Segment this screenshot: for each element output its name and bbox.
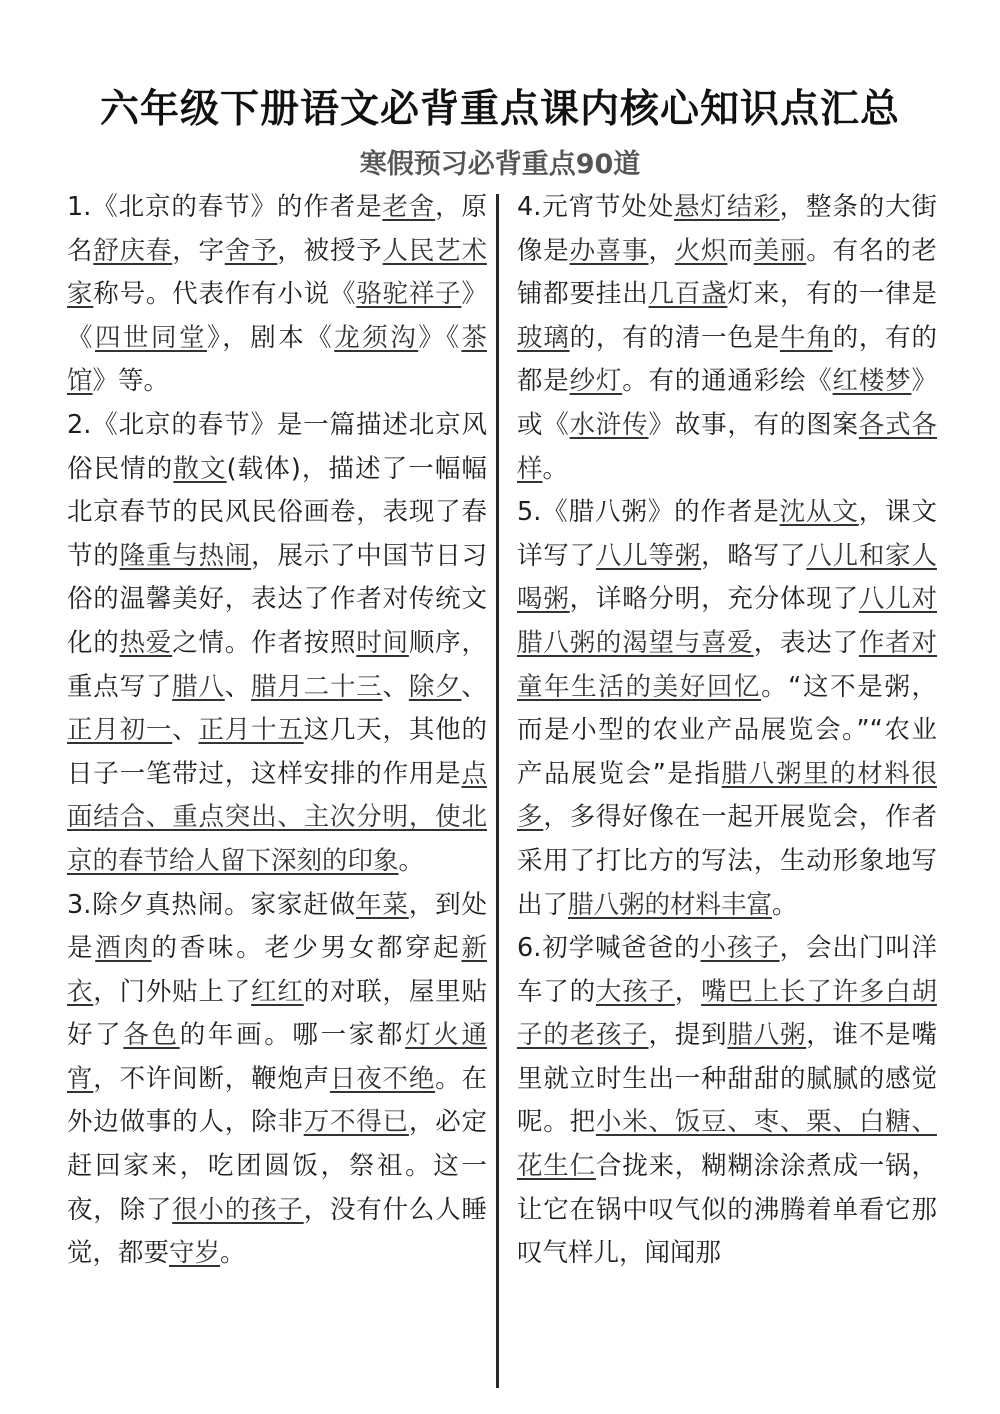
text-segment: 的年画。哪一家都 <box>179 1020 406 1051</box>
text-segment: ，字 <box>172 235 225 266</box>
key-term: 酒肉 <box>95 933 152 964</box>
knowledge-point-4 <box>517 186 937 491</box>
key-term: 各式各样 <box>517 409 937 484</box>
text-segment: ，谁不是嘴里就立时生出一种甜甜的腻腻的感觉呢。把 <box>517 1020 937 1138</box>
text-segment: 、 <box>224 671 252 702</box>
text-segment: ，到处是 <box>67 889 487 964</box>
key-term: 时间 <box>356 627 409 658</box>
text-segment: 的对联，屋里贴好了 <box>67 976 487 1051</box>
key-term: 火炽 <box>674 235 728 266</box>
text-segment: 顺序，重点写了 <box>67 627 487 702</box>
key-term: 小孩子 <box>700 933 780 964</box>
text-segment: ，原名 <box>67 192 487 266</box>
text-segment: 、 <box>172 715 199 746</box>
text-segment: 。有的通通彩绘《 <box>622 366 833 397</box>
text-segment: 合拢来，糊糊涂涂煮成一锅，让它在锅中叹气似的沸腾着单看它那叹气样儿，闻闻那 <box>517 1151 937 1269</box>
text-segment: ，详略分明，充分体现了 <box>569 584 859 615</box>
key-term: 除夕 <box>408 671 462 702</box>
key-term: 热爱 <box>119 627 173 658</box>
key-term: 舍予 <box>224 235 278 266</box>
text-segment: 。 <box>398 845 425 876</box>
text-segment: ，课文详写了 <box>517 497 937 571</box>
text-segment: ，整条的大街像是 <box>517 192 937 266</box>
text-segment: 、 <box>382 671 409 702</box>
text-segment: 。“这不是粥，而是小型的农业产品展览会。”“农业产品展览会”是指 <box>517 671 937 789</box>
key-term: 八儿等粥 <box>595 540 702 571</box>
key-term: 舒庆春 <box>93 235 173 266</box>
knowledge-point-1 <box>67 186 487 404</box>
page-title: 六年级下册语文必背重点课内核心知识点汇总 <box>99 87 900 132</box>
key-term: 各色 <box>123 1020 180 1051</box>
text-segment: 之情。作者按照 <box>172 627 357 658</box>
key-term: 腊月二十三 <box>251 671 383 702</box>
key-term: 隆重与热闹 <box>119 540 252 571</box>
text-segment: 而 <box>727 235 754 266</box>
page-subtitle: 寒假预习必背重点90道 <box>359 149 641 180</box>
key-term: 小米、饭豆、枣、栗、白糖、花生仁 <box>517 1107 937 1182</box>
text-segment: 3.除夕真热闹。家家赶做 <box>67 889 356 920</box>
text-segment: ，没有什么人睡觉，都要 <box>67 1194 487 1269</box>
knowledge-point-5 <box>517 491 937 927</box>
text-segment: 》《 <box>418 322 462 353</box>
text-segment: 》《 <box>67 279 487 353</box>
text-segment: ，略写了 <box>701 540 807 571</box>
right-column <box>517 186 937 1276</box>
key-term: 散文 <box>173 453 227 484</box>
text-segment: 5.《腊八粥》的作者是 <box>517 497 780 528</box>
column-divider <box>496 194 499 1388</box>
text-segment: 灯来，有的一律是 <box>727 279 937 310</box>
key-term: 美丽 <box>753 235 807 266</box>
text-segment: ， <box>674 976 702 1007</box>
text-segment: ，表达了 <box>753 627 859 658</box>
key-term: 万不得已 <box>303 1107 409 1138</box>
text-segment: 。在外边做事的人，除非 <box>67 1063 487 1138</box>
key-term: 正月十五 <box>198 715 304 746</box>
key-term: 守岁 <box>169 1238 221 1269</box>
key-term: 年菜 <box>355 889 409 920</box>
text-segment: 》等。 <box>92 366 170 397</box>
key-term: 几百盏 <box>648 279 728 310</box>
key-term: 正月初一 <box>67 715 173 746</box>
text-segment: ，不许间断，鞭炮声 <box>93 1063 330 1094</box>
key-term: 红红 <box>251 976 304 1007</box>
text-segment: 的香味。老少男女都穿起 <box>151 933 462 964</box>
text-segment: ，提到 <box>648 1020 728 1051</box>
left-column <box>67 186 487 1276</box>
key-term: 灯火通宵 <box>67 1020 487 1094</box>
text-segment: 2.《北京的春节》是一篇描述北京风俗民情的 <box>67 409 487 484</box>
knowledge-point-6 <box>517 927 937 1276</box>
key-term: 很小的孩子 <box>172 1194 304 1225</box>
text-segment: 6.初学喊爸爸的 <box>517 933 701 964</box>
text-segment: 。 <box>542 453 569 484</box>
key-term: 新衣 <box>67 933 487 1007</box>
key-term: 龙须沟 <box>334 322 419 353</box>
text-segment: 的，有的清一色是 <box>569 322 780 353</box>
text-segment: 1.《北京的春节》的作者是 <box>67 192 383 222</box>
text-segment: 》，剧本《 <box>206 322 335 353</box>
key-term: 八儿对腊八粥的渴望与喜爱 <box>517 584 937 658</box>
key-term: 牛角 <box>779 322 833 353</box>
text-segment: ，展示了中国节日习俗的温馨美好，表达了作者对传统文化的 <box>67 540 487 658</box>
text-segment: 。 <box>772 889 798 920</box>
key-term: 作者对童年生活的美好回忆 <box>517 627 937 702</box>
text-segment: (载体)，描述了一幅幅北京春节的民风民俗画卷，表现了春节的 <box>67 453 487 571</box>
text-segment: ，门外贴上了 <box>93 976 252 1007</box>
text-segment: 称号。代表作有小说《 <box>93 279 357 310</box>
key-term: 水浒传 <box>569 409 649 440</box>
text-segment: 。 <box>220 1238 246 1269</box>
key-term: 茶馆 <box>67 322 487 397</box>
text-segment: 、 <box>461 671 487 702</box>
text-segment: 》故事，有的图案 <box>648 409 859 440</box>
text-segment: ，多得好像在一起开展览会，作者采用了打比方的写法，生动形象地写出了 <box>517 802 937 920</box>
key-term: 办喜事 <box>569 235 649 266</box>
text-segment: ，被授予 <box>277 235 383 266</box>
knowledge-point-2 <box>67 404 487 884</box>
text-segment: ，必定赶回家来，吃团圆饭，祭祖。这一夜，除了 <box>67 1107 487 1225</box>
key-term: 腊八粥里的材料很多 <box>517 758 937 833</box>
key-term: 嘴巴上长了许多白胡子的老孩子 <box>517 976 937 1051</box>
knowledge-point-3 <box>67 884 487 1276</box>
text-segment: 。有名的老铺都要挂出 <box>517 235 937 310</box>
key-term: 大孩子 <box>595 976 675 1007</box>
key-term: 八儿和家人喝粥 <box>517 540 937 615</box>
text-segment: 》或《 <box>517 366 937 440</box>
key-term: 骆驼祥子 <box>356 279 462 310</box>
key-term: 玻璃 <box>517 322 570 353</box>
text-segment: ，会出门叫洋车了的 <box>517 933 937 1007</box>
key-term: 纱灯 <box>569 366 623 397</box>
key-term: 四世同堂 <box>95 322 207 353</box>
key-term: 悬灯结彩 <box>674 192 780 222</box>
text-segment: 的，有的都是 <box>517 322 937 397</box>
text-segment: 这几天，其他的日子一笔带过，这样安排的作用是 <box>67 715 487 789</box>
text-segment: ， <box>648 235 675 266</box>
text-segment: 4.元宵节处处 <box>517 192 675 222</box>
key-term: 腊八 <box>172 671 225 702</box>
key-term: 沈从文 <box>779 497 859 528</box>
key-term: 腊八粥的材料丰富 <box>568 889 773 920</box>
key-term: 点面结合、重点突出、主次分明，使北京的春节给人留下深刻的印象 <box>67 758 487 876</box>
key-term: 红楼梦 <box>832 366 912 397</box>
key-term: 日夜不绝 <box>329 1063 436 1094</box>
key-term: 老舍 <box>382 192 436 222</box>
key-term: 人民艺术家 <box>67 235 487 310</box>
key-term: 腊八粥 <box>727 1020 807 1051</box>
